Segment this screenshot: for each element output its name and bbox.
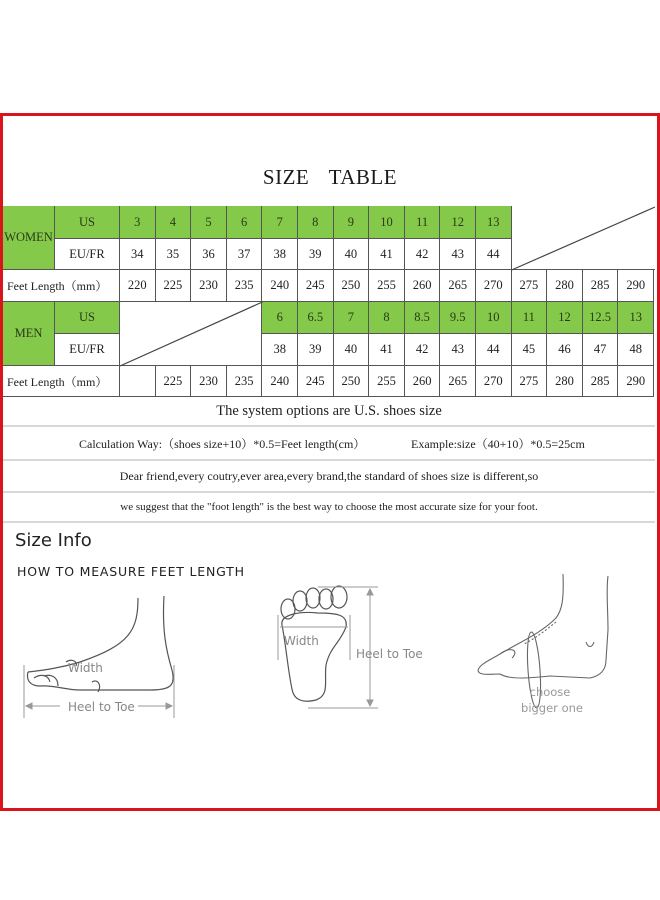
how-to-measure-heading: HOW TO MEASURE FEET LENGTH	[17, 564, 245, 579]
women-feet-length-cell: 220	[120, 270, 156, 302]
men-feet-length-cell: 225	[156, 366, 192, 397]
foot-sole-icon	[268, 585, 438, 720]
women-eu-size-cell: 34	[120, 239, 156, 270]
men-us-size-cell: 8.5	[405, 302, 441, 334]
women-us-size-cell: 11	[405, 206, 441, 239]
men-eu-size-cell: 39	[298, 334, 334, 366]
women-us-size-cell: 3	[120, 206, 156, 239]
side-width-label: Width	[68, 661, 103, 675]
men-feet-length-cell: 265	[440, 366, 476, 397]
men-feet-length-label: Feet Length（mm）	[3, 366, 120, 397]
fit-line1: choose	[529, 685, 571, 699]
women-eu-size-cell: 38	[262, 239, 298, 270]
foot-sole-view-illustration	[268, 585, 438, 720]
women-feet-length-cell: 235	[227, 270, 263, 302]
women-feet-length-cell: 240	[262, 270, 298, 302]
calculation-example: Example:size（40+10）*0.5=25cm	[411, 436, 585, 451]
men-us-size-cell: 12.5	[583, 302, 619, 334]
men-eu-size-cell: 48	[618, 334, 654, 366]
dear-friend-note: Dear friend,every coutry,ever area,every brand,the standard of shoes size is different,so	[119, 468, 539, 483]
women-us-size-cell: 10	[369, 206, 405, 239]
women-feet-length-cell: 265	[440, 270, 476, 302]
women-us-size-cell: 6	[227, 206, 263, 239]
dear-friend-row	[3, 461, 655, 493]
calculation-row	[3, 427, 655, 461]
system-note: The system options are U.S. shoes size	[216, 402, 442, 419]
men-us-size-cell: 12	[547, 302, 583, 334]
fit-line2: bigger one	[521, 701, 583, 715]
men-us-size-cell: 8	[369, 302, 405, 334]
women-feet-length-cell: 280	[547, 270, 583, 302]
women-eu-size-cell: 42	[405, 239, 441, 270]
women-empty-cell	[512, 206, 655, 270]
women-feet-length-cell: 255	[369, 270, 405, 302]
women-feet-length-label: Feet Length（mm）	[3, 270, 120, 302]
men-us-size-cell: 10	[476, 302, 512, 334]
men-feet-length-cell: 240	[262, 366, 298, 397]
women-feet-length-cell: 285	[583, 270, 619, 302]
women-us-size-cell: 4	[156, 206, 192, 239]
sole-width-label: Width	[284, 634, 319, 648]
men-empty-cell	[120, 302, 262, 366]
men-us-size-cell: 13	[618, 302, 654, 334]
women-us-label: US	[55, 206, 120, 239]
men-us-size-cell: 6.5	[298, 302, 334, 334]
men-feet-length-cell: 275	[512, 366, 548, 397]
men-us-size-cell: 7	[334, 302, 370, 334]
foot-fit-icon	[470, 570, 635, 720]
sole-length-label: Heel to Toe	[356, 647, 423, 661]
men-eu-size-cell: 42	[405, 334, 441, 366]
men-us-size-cell: 6	[262, 302, 298, 334]
foot-side-view-illustration	[20, 590, 185, 720]
women-feet-length-cell: 275	[512, 270, 548, 302]
foot-fit-illustration	[470, 570, 635, 720]
women-group-label: WOMEN	[3, 206, 55, 270]
side-length-label: Heel to Toe	[68, 700, 135, 714]
men-eu-size-cell: 41	[369, 334, 405, 366]
women-us-size-cell: 5	[191, 206, 227, 239]
men-eu-label: EU/FR	[55, 334, 120, 366]
men-us-label: US	[55, 302, 120, 334]
women-feet-length-cell: 250	[334, 270, 370, 302]
women-feet-length-cell: 270	[476, 270, 512, 302]
men-eu-size-cell: 47	[583, 334, 619, 366]
women-eu-size-cell: 40	[334, 239, 370, 270]
men-eu-size-cell: 46	[547, 334, 583, 366]
men-feet-length-cell: 285	[583, 366, 619, 397]
men-feet-length-cell: 235	[227, 366, 263, 397]
women-feet-length-cell: 290	[618, 270, 654, 302]
women-feet-length-cell: 245	[298, 270, 334, 302]
men-us-size-cell: 9.5	[440, 302, 476, 334]
women-us-size-cell: 9	[334, 206, 370, 239]
men-feet-length-cell: 260	[405, 366, 441, 397]
men-eu-size-cell: 40	[334, 334, 370, 366]
men-feet-length-cell: 250	[334, 366, 370, 397]
size-table-title: SIZE TABLE	[262, 165, 398, 189]
women-eu-size-cell: 44	[476, 239, 512, 270]
women-eu-size-cell: 43	[440, 239, 476, 270]
men-feet-length-cell: 290	[618, 366, 654, 397]
men-group-label: MEN	[3, 302, 55, 366]
men-feet-length-cell: 245	[298, 366, 334, 397]
men-feet-length-cell: 230	[191, 366, 227, 397]
women-eu-size-cell: 39	[298, 239, 334, 270]
calculation-formula: Calculation Way:（shoes size+10）*0.5=Feet length(cm）	[79, 436, 366, 451]
men-eu-size-cell: 43	[440, 334, 476, 366]
women-us-size-cell: 13	[476, 206, 512, 239]
women-us-size-cell: 7	[262, 206, 298, 239]
women-eu-size-cell: 36	[191, 239, 227, 270]
men-feet-length-cell	[120, 366, 156, 397]
women-eu-label: EU/FR	[55, 239, 120, 270]
women-feet-length-cell: 225	[156, 270, 192, 302]
women-eu-size-cell: 41	[369, 239, 405, 270]
women-eu-size-cell: 35	[156, 239, 192, 270]
foot-side-icon	[20, 590, 185, 720]
size-info-heading: Size Info	[15, 530, 92, 551]
women-us-size-cell: 8	[298, 206, 334, 239]
women-feet-length-cell: 230	[191, 270, 227, 302]
system-note-row	[3, 397, 655, 427]
men-us-size-cell: 11	[512, 302, 548, 334]
men-eu-size-cell: 38	[262, 334, 298, 366]
suggest-row	[3, 493, 655, 523]
women-us-size-cell: 12	[440, 206, 476, 239]
men-eu-size-cell: 45	[512, 334, 548, 366]
women-eu-size-cell: 37	[227, 239, 263, 270]
men-feet-length-cell: 280	[547, 366, 583, 397]
men-eu-size-cell: 44	[476, 334, 512, 366]
men-feet-length-cell: 270	[476, 366, 512, 397]
suggest-note: we suggest that the "foot length" is the best way to choose the most accurate size for your foot.	[120, 501, 538, 513]
women-feet-length-cell: 260	[405, 270, 441, 302]
men-feet-length-cell: 255	[369, 366, 405, 397]
